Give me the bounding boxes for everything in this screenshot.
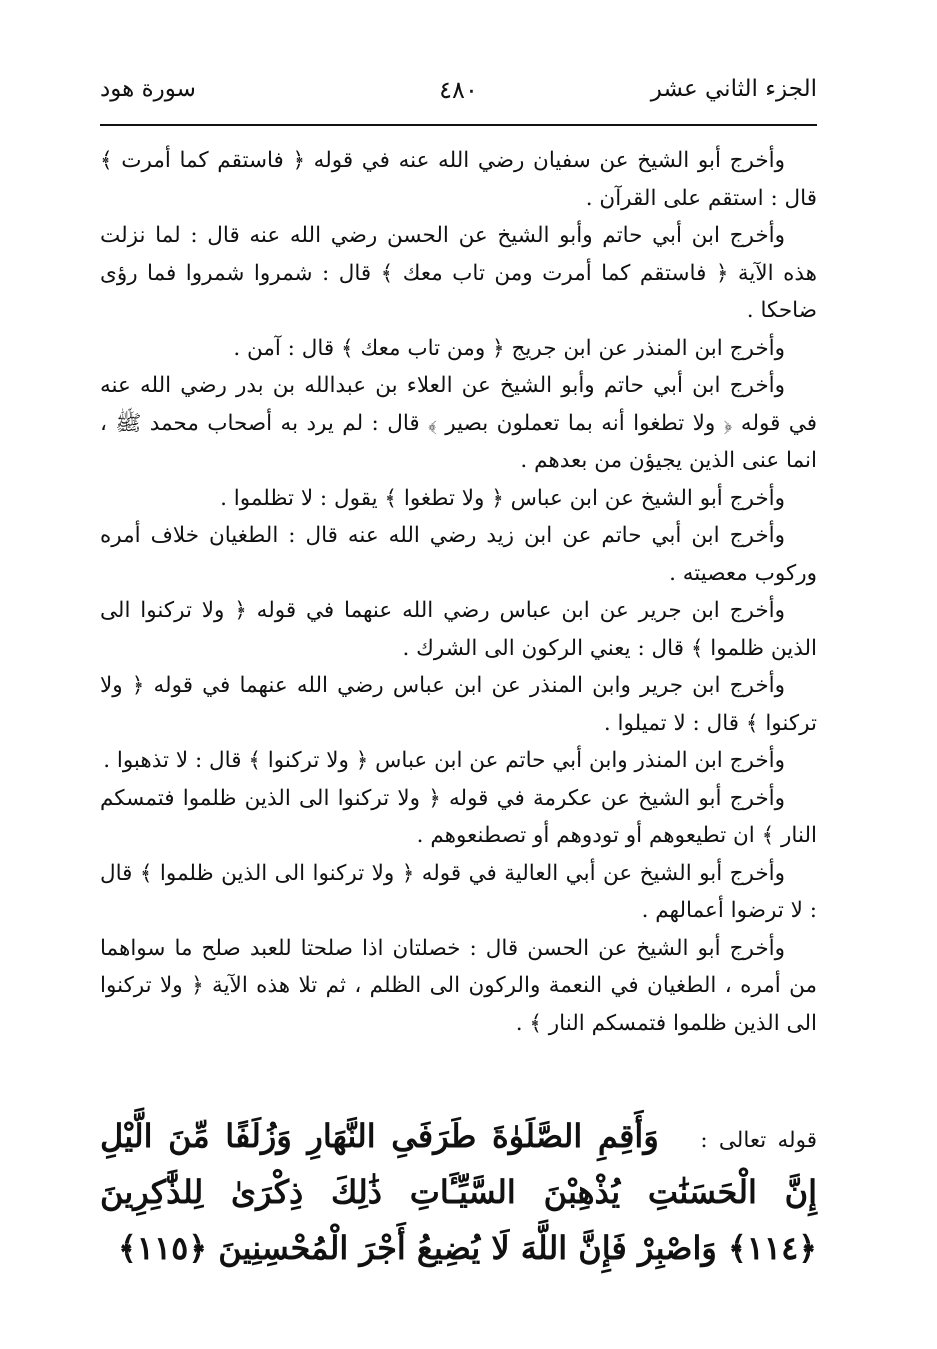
paragraph: وأخرج أبو الشيخ عن الحسن قال : خصلتان اذا صلحتا للعبد صلح ما سواهما من أمره ، الطغيان في النعمة والركون الى الظلم ، ثم تلا هذه الآية ﴿ ولا تركنوا الى الذين ظلموا فتمسكم النار ﴾ . <box>100 935 817 1036</box>
paragraph: وأخرج أبو الشيخ عن عكرمة في قوله ﴿ ولا تركنوا الى الذين ظلموا فتمسكم النار ﴾ ان تطيعوهم أو تودوهم أو تصطنعوهم . <box>100 785 817 848</box>
paragraph: وأخرج ابن أبي حاتم وأبو الشيخ عن العلاء بن عبدالله بن بدر رضي الله عنه في قوله ﴿ ولا تطغوا أنه بما تعملون بصير ﴾ قال : لم يرد به أصحاب محمد ﷺ ، انما عنى الذين يجيؤن من بعدهم . <box>100 373 817 473</box>
header-divider <box>100 124 817 126</box>
paragraph: وأخرج ابن المنذر عن ابن جريج ﴿ ومن تاب معك ﴾ قال : آمن . <box>233 335 785 361</box>
paragraph: وأخرج أبو الشيخ عن ابن عباس ﴿ ولا تطغوا ﴾ يقول : لا تظلموا . <box>220 485 785 511</box>
verse-intro: قوله تعالى : <box>700 1128 817 1153</box>
surah-title: سورة هود <box>100 76 196 102</box>
part-title: الجزء الثاني عشر <box>650 76 817 102</box>
paragraph: وأخرج أبو الشيخ عن أبي العالية في قوله ﴿ ولا تركنوا الى الذين ظلموا ﴾ قال : لا ترضوا أعمالهم . <box>100 860 817 923</box>
paragraph: وأخرج ابن أبي حاتم وأبو الشيخ عن الحسن رضي الله عنه قال : لما نزلت هذه الآية ﴿ فاستقم كما أمرت ومن تاب معك ﴾ قال : شمروا شمروا فما رؤى ضاحكا . <box>100 223 817 323</box>
paragraph: وأخرج ابن جرير عن ابن عباس رضي الله عنهما في قوله ﴿ ولا تركنوا الى الذين ظلموا ﴾ قال : يعني الركون الى الشرك . <box>100 598 817 661</box>
running-header <box>100 72 817 116</box>
paragraph: وأخرج ابن جرير وابن المنذر عن ابن عباس رضي الله عنهما في قوله ﴿ ولا تركنوا ﴾ قال : لا تميلوا . <box>100 673 817 736</box>
quran-verse-block <box>100 1108 817 1276</box>
paragraph: وأخرج ابن أبي حاتم عن ابن زيد رضي الله عنه قال : الطغيان خلاف أمره وركوب معصيته . <box>100 523 817 586</box>
paragraph: وأخرج ابن المنذر وابن أبي حاتم عن ابن عباس ﴿ ولا تركنوا ﴾ قال : لا تذهبوا . <box>103 748 785 773</box>
commentary-body <box>100 142 817 1042</box>
quran-verse: وَأَقِمِ الصَّلَوٰةَ طَرَفَىِ النَّهَارِ وَزُلَفًا مِّنَ الَّيْلِ إِنَّ الْحَسَنَٰتِ يُذْهِبْنَ السَّيِّـَٔاتِ ذَٰلِكَ ذِكْرَىٰ لِلذَّٰكِرِينَ ﴿١١٤﴾ وَاصْبِرْ فَإِنَّ اللَّهَ لَا يُضِيعُ أَجْرَ الْمُحْسِنِينَ ﴿١١٥﴾ <box>100 1117 817 1267</box>
page-number: ٤٨٠ <box>439 76 478 104</box>
paragraph: وأخرج أبو الشيخ عن سفيان رضي الله عنه في قوله ﴿ فاستقم كما أمرت ﴾ قال : استقم على القرآن . <box>100 148 817 211</box>
